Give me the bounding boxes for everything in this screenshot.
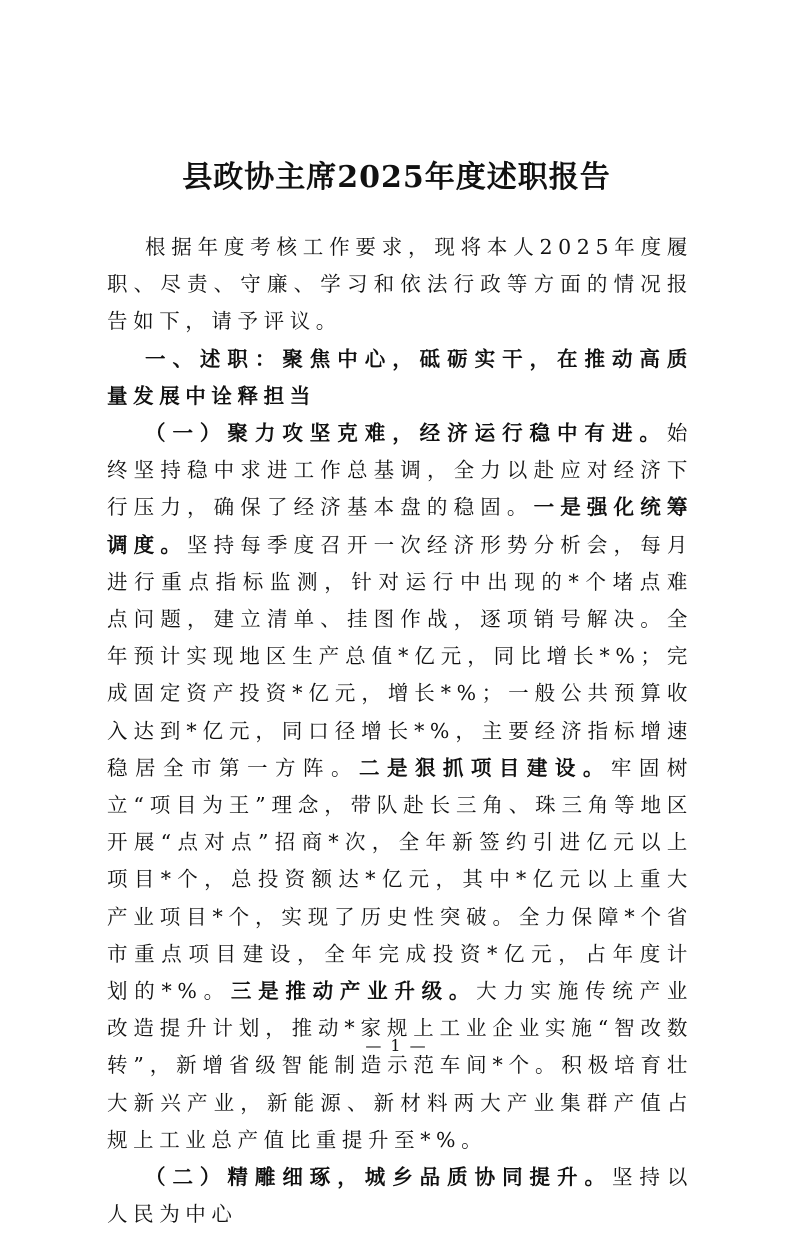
paragraph xyxy=(107,229,693,341)
paragraph-text: 大力实施传统产业改造提升计划，推动*家规上工业企业实施“智改数转”，新增省级智能制造示范车间*个。积极培育壮大新兴产业，新能源、新材料两大产业集群产值占规上工业总产值比重提升至*%。 xyxy=(107,979,693,1152)
bold-lead-text: 二是狠抓项目建设。 xyxy=(358,755,611,780)
document-body xyxy=(107,229,693,1233)
document-title: 县政协主席2025年度述职报告 xyxy=(182,160,611,195)
paragraph xyxy=(107,1159,693,1233)
paragraph-text: 坚持以人民为中心 xyxy=(107,1165,693,1227)
paragraph-text: 坚持每季度召开一次经济形势分析会，每月进行重点指标监测，针对运行中出现的*个堵点难点问题，建立清单、挂图作战，逐项销号解决。全年预计实现地区生产总值*亿元，同比增长*%；完成固定资产投资*亿元，增长*%；一般公共预算收入达到*亿元，同口径增长*%，主要经济指标增速稳居全市第一方阵。 xyxy=(107,532,693,780)
bold-lead-text: （二）精雕细琢，城乡品质协同提升。 xyxy=(145,1165,612,1190)
paragraph-text: 根据年度考核工作要求，现将本人2025年度履职、尽责、守廉、学习和依法行政等方面的情况报告如下，请予评议。 xyxy=(107,235,693,334)
bold-lead-text: 一是强化统筹调度。 xyxy=(107,495,693,557)
paragraph-text: 始终坚持稳中求进工作总基调，全力以赴应对经济下行压力，确保了经济基本盘的稳固。 xyxy=(107,421,693,520)
bold-lead-text: （一）聚力攻坚克难，经济运行稳中有进。 xyxy=(145,421,667,446)
bold-lead-text: 三是推动产业升级。 xyxy=(230,979,477,1004)
paragraph-text: 一、述职：聚焦中心，砥砺实干，在推动高质量发展中诠释担当 xyxy=(107,346,693,408)
section-heading xyxy=(107,341,693,415)
paragraph-text: 牢固树立“项目为王”理念，带队赴长三角、珠三角等地区开展“点对点”招商*次，全年新签约引进亿元以上项目*个，总投资额达*亿元，其中*亿元以上重大产业项目*个，实现了历史性突破。全力保障*个省市重点项目建设，全年完成投资*亿元，占年度计划的*%。 xyxy=(107,755,693,1004)
page-number: — 1 — xyxy=(365,1036,428,1055)
